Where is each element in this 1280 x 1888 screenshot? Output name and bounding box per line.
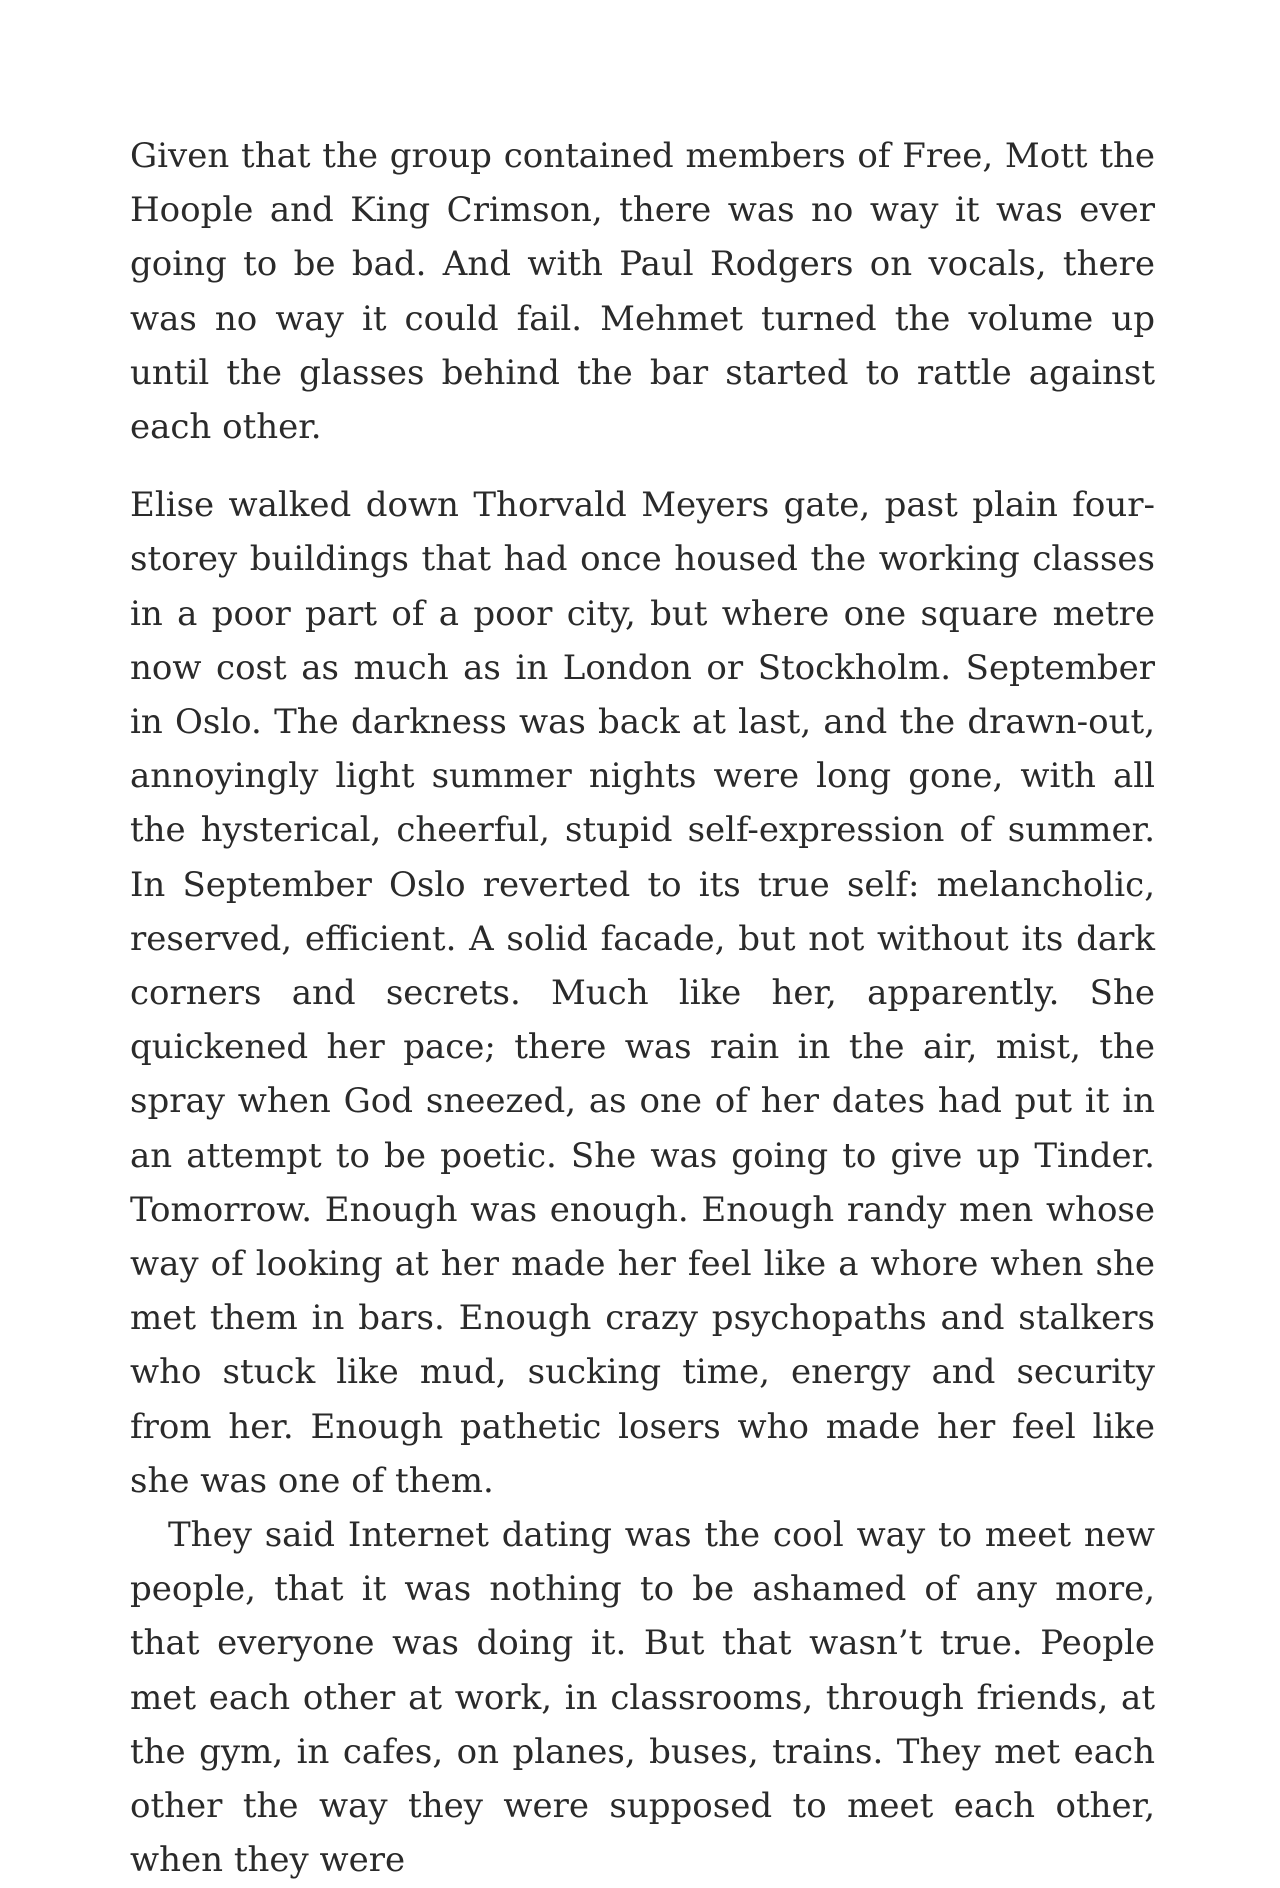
paragraph-2: Elise walked down Thorvald Meyers gate, past plain four-storey buildings that had once housed the working classes in a poor part of a poor city, but where one square metre now cost as much as in London or Stockholm. September in Oslo. The darkness was back at last, and the drawn-out, annoyingly light summer nights were long gone, with all the hysterical, cheerful, stupid self-expression of summer. In September Oslo reverted to its true self: melancholic, reserved, efficient. A solid facade, but not without its dark corners and secrets. Much like her, apparently. She quickened her pace; there was rain in the air, mist, the spray when God sneezed, as one of her dates had put it in an attempt to be poetic. She was going to give up Tinder. Tomorrow. Enough was enough. Enough randy men whose way of looking at her made her feel like a whore when she met them in bars. Enough crazy psychopaths and stalkers who stuck like mud, sucking time, energy and security from her. Enough pathetic losers who made her feel like she was one of them.	[130, 485, 1155, 1501]
paragraph-3: They said Internet dating was the cool way to meet new people, that it was nothing to be ashamed of any more, that everyone was doing it. But that wasn’t true. People met each other at work, in classrooms, through friends, at the gym, in cafes, on planes, buses, trains. They met each other the way they were supposed to meet each other, when they were	[130, 1515, 1155, 1881]
book-page	[130, 129, 1155, 1888]
paragraph-1: Given that the group contained members of Free, Mott the Hoople and King Crimson, there was no way it was ever going to be bad. And with Paul Rodgers on vocals, there was no way it could fail. Mehmet turned the volume up until the glasses behind the bar started to rattle against each other.	[130, 136, 1155, 448]
